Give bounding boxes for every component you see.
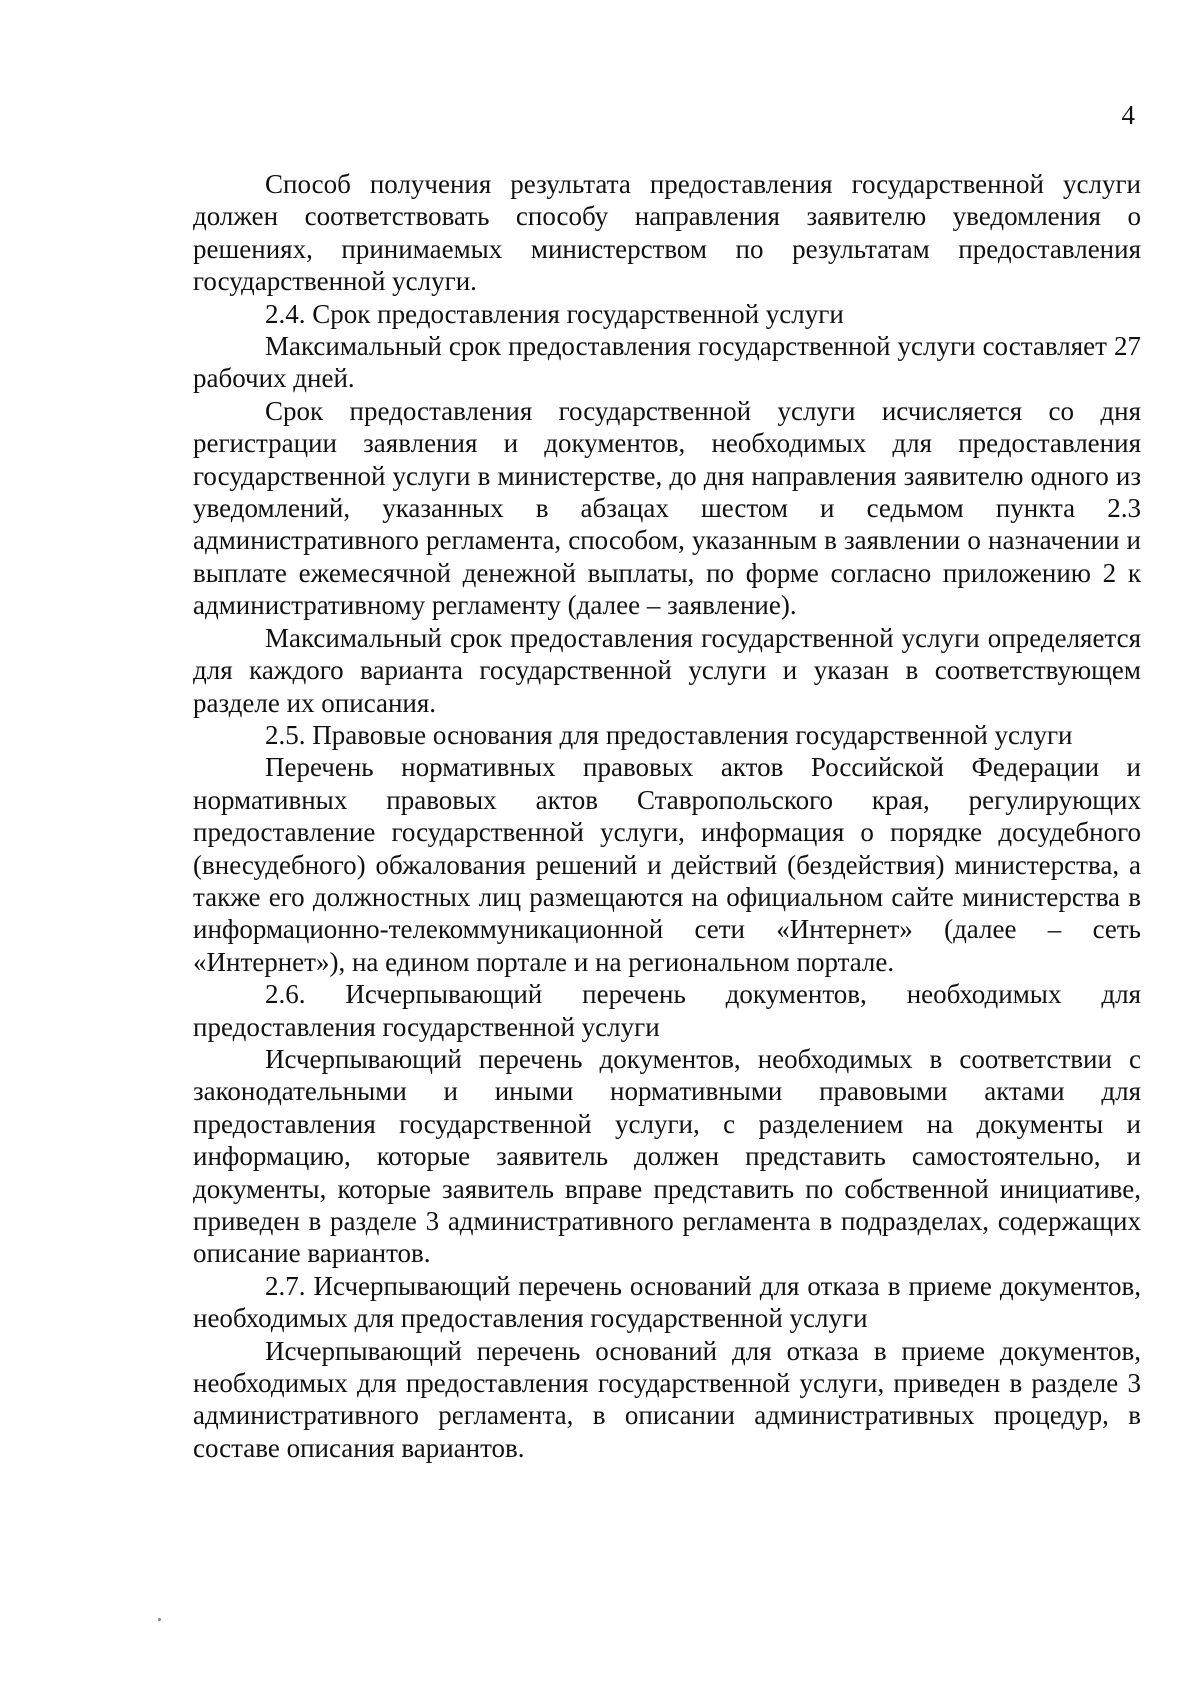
paragraph-documents-list: Исчерпывающий перечень документов, необходимых в соответствии с законодательными и иными нормативными правовыми актами для предоставления государственной услуги, с разделением на документы и информацию, которые заявитель должен представить самостоятельно, и документы, которые заявитель вправе представить по собственной инициативе, приведен в разделе 3 административного регламента в подразделах, содержащих описание вариантов. bbox=[193, 1043, 1141, 1269]
paragraph-max-term: Максимальный срок предоставления государственной услуги составляет 27 рабочих дней. bbox=[193, 331, 1141, 394]
paragraph-refusal-grounds: Исчерпывающий перечень оснований для отказа в приеме документов, необходимых для предоставления государственной услуги, приведен в разделе 3 административного регламента, в описании административных процедур, в составе описания вариантов. bbox=[193, 1335, 1141, 1463]
section-heading-2-7: 2.7. Исчерпывающий перечень оснований для отказа в приеме документов, необходимых для предоставления государственной услуги bbox=[193, 1270, 1141, 1334]
section-heading-2-4: 2.4. Срок предоставления государственной услуги bbox=[265, 298, 844, 329]
section-heading-2-6: 2.6. Исчерпывающий перечень документов, необходимых для предоставления государственной услуги bbox=[193, 979, 1141, 1042]
page-number: 4 bbox=[1121, 100, 1135, 130]
paragraph-result-method: Способ получения результата предоставления государственной услуги должен соответствовать способу направления заявителю уведомления о решениях, принимаемых министерством по результатам предоставления государственной услуги. bbox=[193, 169, 1141, 297]
paragraph-legal-acts: Перечень нормативных правовых актов Российской Федерации и нормативных правовых актов Ставропольского края, регулирующих предоставление государственной услуги, информация о порядке досудебного (внесудебного) обжалования решений и действий (бездействия) министерства, а также его должностных лиц размещаются на официальном сайте министерства в информационно-телекоммуникационной сети «Интернет» (далее – сеть «Интернет»), на едином портале и на региональном портале. bbox=[193, 752, 1141, 977]
document-body bbox=[193, 168, 1141, 1464]
scan-speck bbox=[158, 1618, 161, 1621]
paragraph-term-calculation: Срок предоставления государственной услуги исчисляется со дня регистрации заявления и документов, необходимых для предоставления государственной услуги в министерстве, до дня направления заявителю одного из уведомлений, указанных в абзацах шестом и седьмом пункта 2.3 административного регламента, способом, указанным в заявлении о назначении и выплате ежемесячной денежной выплаты, по форме согласно приложению 2 к административному регламенту (далее – заявление). bbox=[193, 395, 1141, 621]
paragraph-max-term-variant: Максимальный срок предоставления государственной услуги определяется для каждого варианта государственной услуги и указан в соответствующем разделе их описания. bbox=[193, 622, 1141, 718]
section-heading-2-5: 2.5. Правовые основания для предоставления государственной услуги bbox=[265, 719, 1073, 750]
